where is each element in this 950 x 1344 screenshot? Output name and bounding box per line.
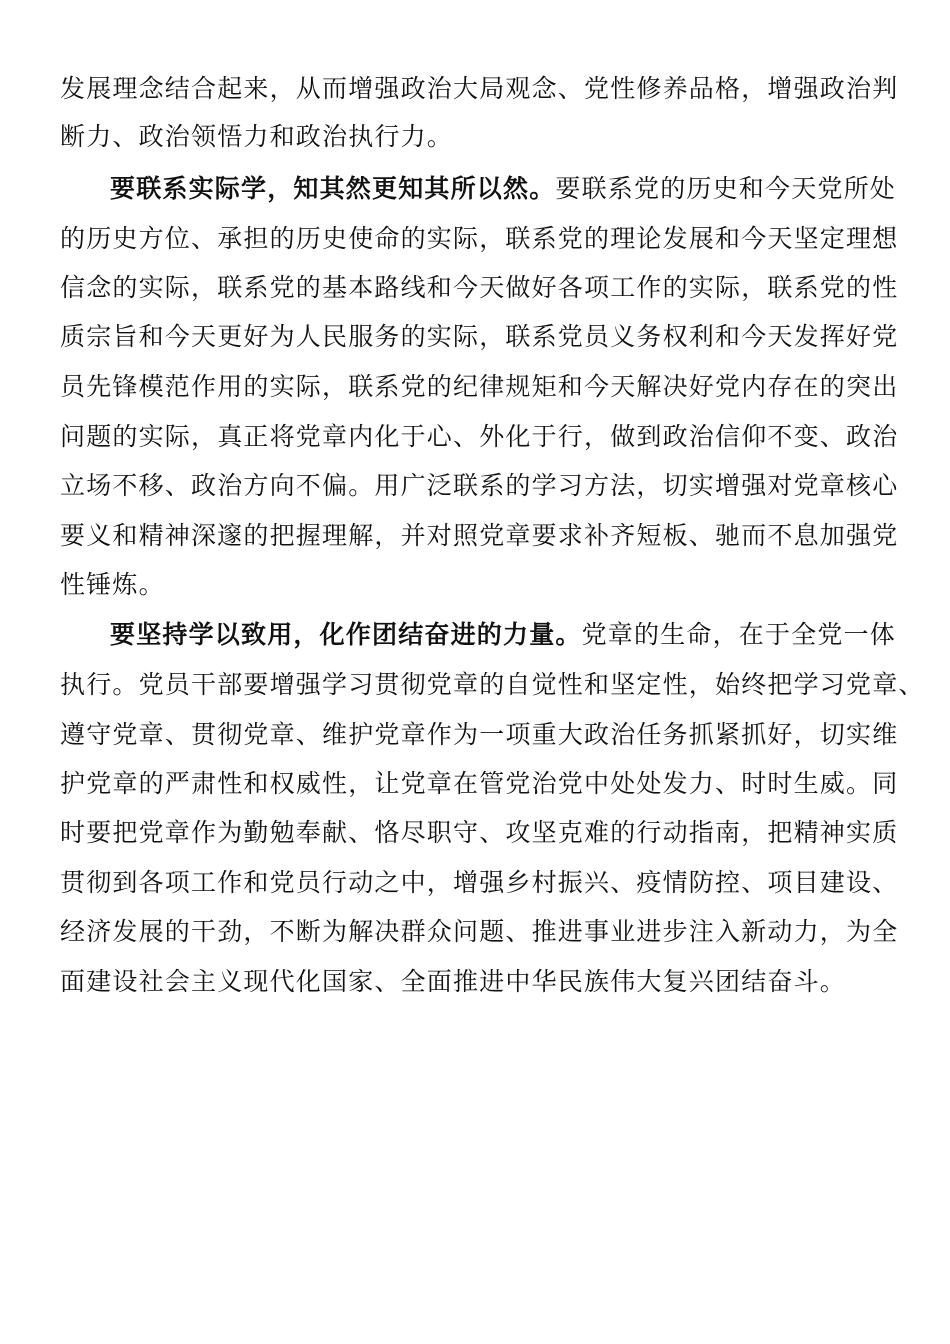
paragraph-3-first-line-text: 党章的生命，在于全党一体 [581,620,897,649]
paragraph-3-line-6: 贯彻到各项工作和党员行动之中，增强乡村振兴、疫情防控、项目建设、 [60,868,899,897]
paragraph-3-line-3: 遵守党章、贯彻党章、维护党章作为一项重大政治任务抓紧抓好，切实维 [60,720,899,749]
paragraph-3-line-5: 时要把党章作为勤勉奉献、恪尽职守、攻坚克难的行动指南，把精神实质 [60,818,899,847]
paragraph-2-line-9: 性锤炼。 [60,570,165,599]
paragraph-1-line-2: 断力、政治领悟力和政治执行力。 [60,122,454,151]
paragraph-3-heading: 要坚持学以致用，化作团结奋进的力量。 [110,620,582,649]
paragraph-2-heading: 要联系实际学，知其然更知其所以然。 [110,174,556,203]
paragraph-1-line-1: 发展理念结合起来，从而增强政治大局观念、党性修养品格，增强政治判 [60,74,899,103]
paragraph-2-line-4: 质宗旨和今天更好为人民服务的实际，联系党员义务权利和今天发挥好党 [60,322,899,351]
paragraph-2-line-3: 信念的实际，联系党的基本路线和今天做好各项工作的实际，联系党的性 [60,273,899,302]
paragraph-3-first-line [110,615,896,655]
paragraph-2-line-6: 问题的实际，真正将党章内化于心、外化于行，做到政治信仰不变、政治 [60,422,899,451]
paragraph-3-line-8: 面建设社会主义现代化国家、全面推进中华民族伟大复兴团结奋斗。 [60,967,847,996]
paragraph-2-line-2: 的历史方位、承担的历史使命的实际，联系党的理论发展和今天坚定理想 [60,224,899,253]
paragraph-3-line-2: 执行。党员干部要增强学习贯彻党章的自觉性和坚定性，始终把学习党章、 [60,670,925,699]
paragraph-3-line-4: 护党章的严肃性和权威性，让党章在管党治党中处处发力、时时生威。同 [60,769,899,798]
paragraph-2-line-5: 员先锋模范作用的实际，联系党的纪律规矩和今天解决好党内存在的突出 [60,372,899,401]
paragraph-2-line-8: 要义和精神深邃的把握理解，并对照党章要求补齐短板、驰而不息加强党 [60,521,899,550]
paragraph-2-first-line-text: 要联系党的历史和今天党所处 [555,174,897,203]
paragraph-2-line-7: 立场不移、政治方向不偏。用广泛联系的学习方法，切实增强对党章核心 [60,471,899,500]
paragraph-3-line-7: 经济发展的干劲，不断为解决群众问题、推进事业进步注入新动力，为全 [60,917,899,946]
paragraph-2-first-line [110,169,896,209]
